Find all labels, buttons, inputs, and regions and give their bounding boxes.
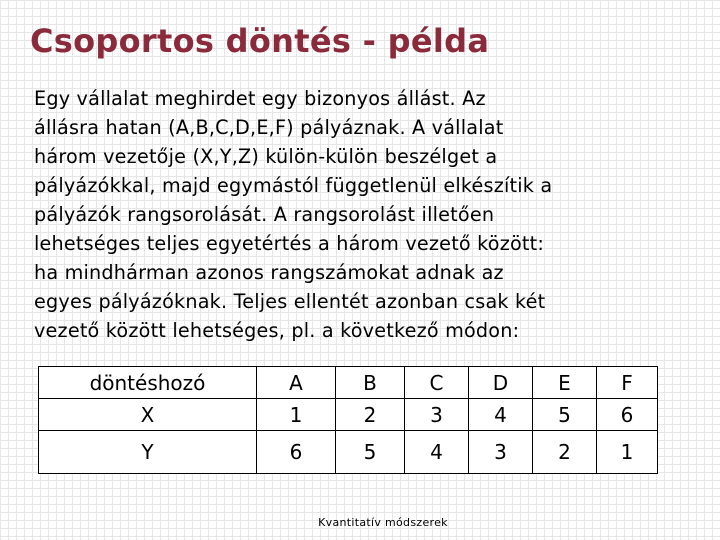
body-line: pályázókkal, majd egymástól függetlenül elkészítik a — [34, 174, 553, 197]
header-cell-decision-maker: döntéshozó — [39, 367, 257, 399]
header-cell-b: B — [336, 367, 405, 399]
slide-title: Csoportos döntés - példa — [30, 22, 490, 60]
body-line: ha mindhárman azonos rangszámokat adnak az — [34, 261, 504, 284]
body-line: állásra hatan (A,B,C,D,E,F) pályáznak. A vállalat — [34, 116, 504, 139]
table-row — [39, 399, 658, 431]
header-cell-f: F — [597, 367, 658, 399]
slide-footer: Kvantitatív módszerek — [318, 516, 448, 529]
rank-cell: 1 — [257, 399, 336, 431]
rank-cell: 6 — [257, 431, 336, 474]
header-cell-c: C — [405, 367, 469, 399]
rank-cell: 4 — [405, 431, 469, 474]
rank-cell: 5 — [336, 431, 405, 474]
header-cell-d: D — [469, 367, 533, 399]
ranking-table — [38, 366, 658, 474]
rank-cell: 5 — [533, 399, 597, 431]
body-line: három vezetője (X,Y,Z) külön-külön beszélget a — [34, 145, 498, 168]
header-cell-e: E — [533, 367, 597, 399]
rank-cell: 6 — [597, 399, 658, 431]
body-line: Egy vállalat meghirdet egy bizonyos állást. Az — [34, 87, 486, 110]
rank-cell: 3 — [405, 399, 469, 431]
rank-cell: 1 — [597, 431, 658, 474]
rank-cell: 4 — [469, 399, 533, 431]
rank-cell: 2 — [533, 431, 597, 474]
header-cell-a: A — [257, 367, 336, 399]
row-label-cell: Y — [39, 431, 257, 474]
table-row — [39, 431, 658, 474]
body-line: egyes pályázóknak. Teljes ellentét azonban csak két — [34, 290, 546, 313]
body-line: pályázók rangsorolását. A rangsorolást illetően — [34, 203, 495, 226]
row-label-cell: X — [39, 399, 257, 431]
rank-cell: 3 — [469, 431, 533, 474]
table-header-row — [39, 367, 658, 399]
body-line: vezető között lehetséges, pl. a következő módon: — [34, 319, 520, 342]
rank-cell: 2 — [336, 399, 405, 431]
body-line: lehetséges teljes egyetértés a három vezető között: — [34, 232, 545, 255]
slide-body-text — [34, 84, 694, 345]
